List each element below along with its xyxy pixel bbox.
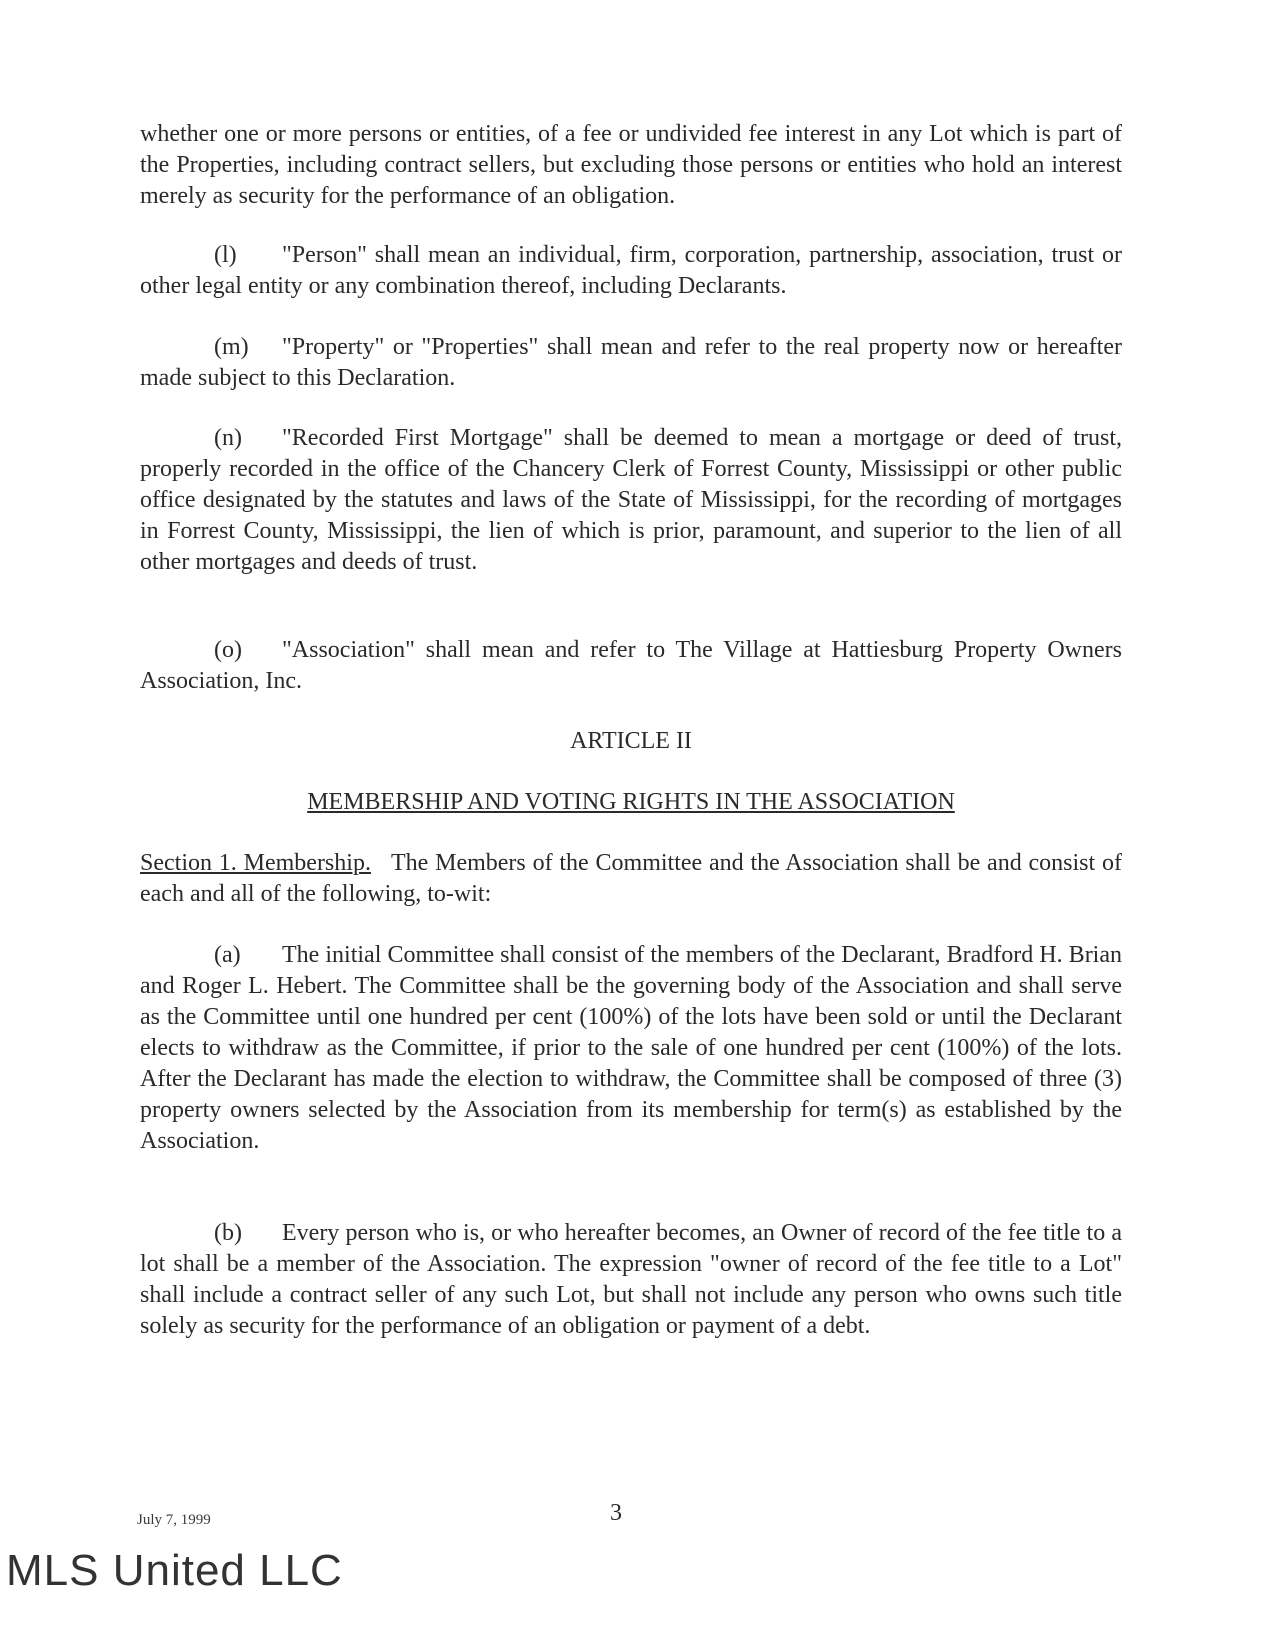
paragraph-text: Every person who is, or who hereafter becomes, an Owner of record of the fee title to a lot shall be a member of the Association. The expression "owner of record of the fee title to a Lot" shall include a contract seller of any such Lot, but shall not include any person who owns such title solely as security for the performance of an obligation or payment of a debt. [140,1220,1122,1339]
article-title: MEMBERSHIP AND VOTING RIGHTS IN THE ASSOCIATION [307,789,955,815]
section-1-intro [140,848,1122,910]
paragraph-text: whether one or more persons or entities, of a fee or undivided fee interest in any Lot which is part of the Properties, including contract sellers, but excluding those persons or entities who hold an interest merely as security for the performance of an obligation. [140,121,1122,209]
paragraph-a [140,940,1122,1157]
paragraph-text: The initial Committee shall consist of the members of the Declarant, Bradford H. Brian and Roger L. Hebert. The Committee shall be the governing body of the Association and shall serve as the Committee until one hundred per cent (100%) of the lots have been sold or until the Declarant elects to withdraw as the Committee, if prior to the sale of one hundred per cent (100%) of the lots. After the Declarant has made the election to withdraw, the Committee shall be composed of three (3) property owners selected by the Association from its membership for term(s) as established by the Association. [140,942,1122,1154]
paragraph-text: "Association" shall mean and refer to The Village at Hattiesburg Property Owners Association, Inc. [140,637,1122,694]
item-number: (n) [214,425,242,451]
paragraph-l [140,240,1122,302]
paragraph-o [140,635,1122,697]
item-number: (b) [214,1220,242,1246]
paragraph-text: "Person" shall mean an individual, firm, corporation, partnership, association, trust or other legal entity or any combination thereof, including Declarants. [140,242,1122,299]
item-number: (m) [214,334,249,360]
paragraph-b [140,1218,1122,1342]
paragraph-m [140,332,1122,394]
watermark-logo: MLS United LLC [6,1546,343,1595]
paragraph-text: The Members of the Committee and the Association shall be and consist of each and all of the following, to-wit: [140,850,1122,907]
paragraph-text: "Property" or "Properties" shall mean and refer to the real property now or hereafter made subject to this Declaration. [140,334,1122,391]
section-heading: Section 1. Membership. [140,850,371,876]
page-number: 3 [610,1500,622,1526]
paragraph-continuation [140,119,1122,212]
item-number: (a) [214,942,241,968]
item-number: (o) [214,637,242,663]
paragraph-text: "Recorded First Mortgage" shall be deemed to mean a mortgage or deed of trust, properly recorded in the office of the Chancery Clerk of Forrest County, Mississippi or other public office designated by the statutes and laws of the State of Mississippi, for the recording of mortgages in Forrest County, Mississippi, the lien of which is prior, paramount, and superior to the lien of all other mortgages and deeds of trust. [140,425,1122,575]
paragraph-n [140,423,1122,578]
article-heading: ARTICLE II [570,728,692,754]
item-number: (l) [214,242,237,268]
footer-date: July 7, 1999 [137,1512,211,1528]
